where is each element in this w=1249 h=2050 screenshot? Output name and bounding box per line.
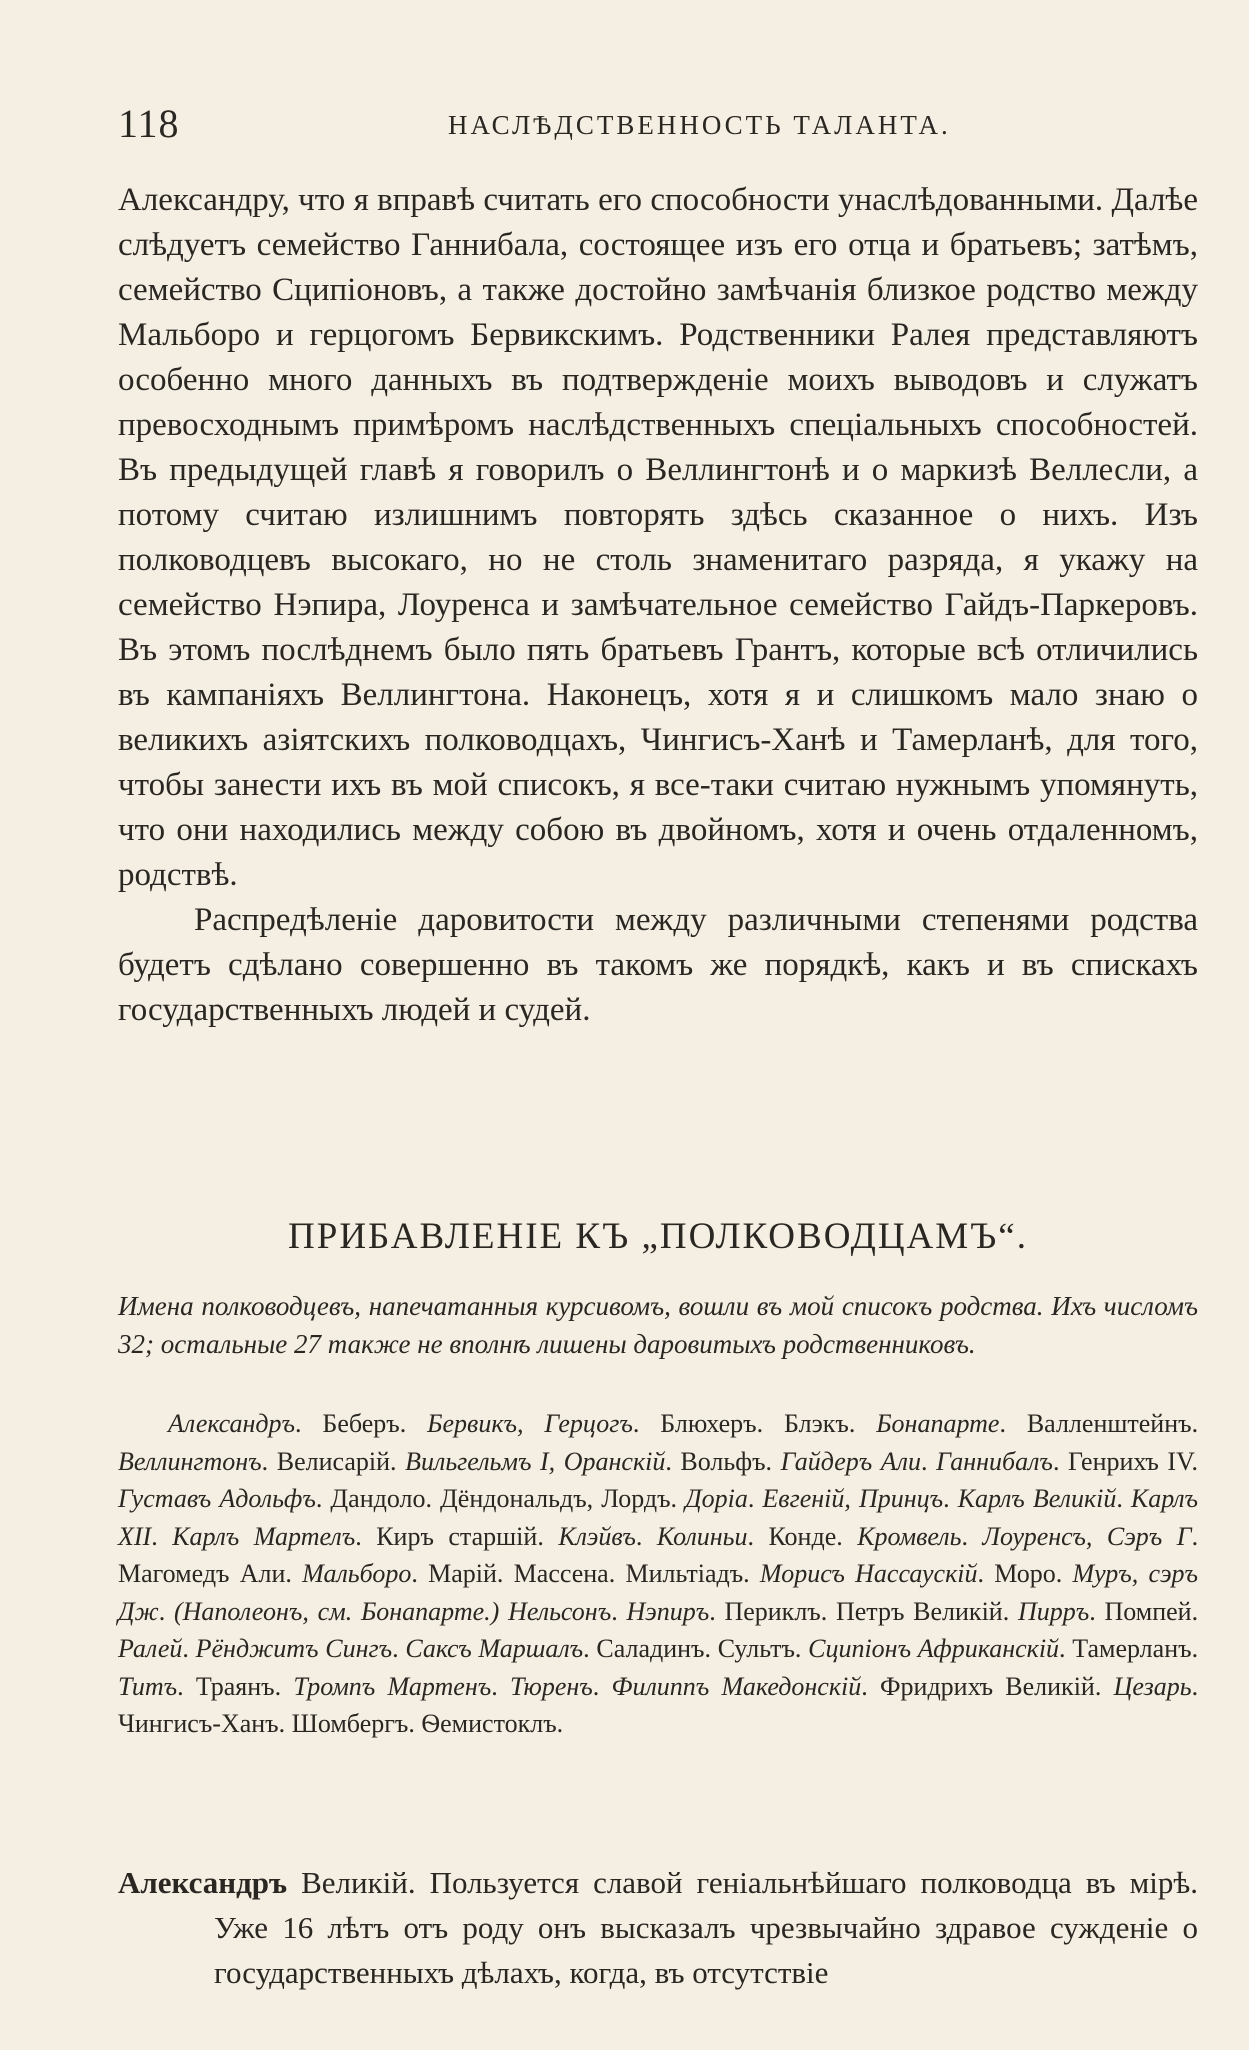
index-name: Цезарь [1113,1671,1192,1701]
index-name: Бонапарте [876,1409,1000,1438]
biography-entry [118,1860,1198,1995]
index-name: Вольфъ [680,1446,766,1476]
entry-text: Великій. Пользуется славой геніальнѣйшаго полководца въ мірѣ. Уже 16 лѣтъ отъ роду онъ высказалъ чрезвычайно здравое сужденіе о государственныхъ дѣлахъ, когда, въ отсутствіе [214,1865,1198,1990]
main-text [118,178,1198,1033]
appendix-title: ПРИБАВЛЕНІЕ КЪ „ПОЛКОВОДЦАМЪ“. [288,1216,1028,1257]
index-name: Саксъ Маршалъ [405,1634,584,1663]
index-name: (Наполеонъ, см. Бонапарте.) [173,1596,500,1626]
page-number: 118 [118,101,180,146]
index-name: Магомедъ Али [118,1559,286,1588]
commanders-index: Александръ. Беберъ. Бервикъ, Герцогъ. Блюхеръ. Блэкъ. Бонапарте. Валленштейнъ. Веллингтонъ. Велисарій. Вильгельмъ I, Оранскій. Вольфъ. Гайдеръ Али. Ганнибалъ. Генрихъ IV. Густавъ Адольфъ. Дандоло. Дёндональдъ, Лордъ. Доріа. Евгеній, Принцъ. Карлъ Великій. Карлъ XII. Карлъ Мартелъ. Киръ старшій. Клэйвъ. Колиньи. Конде. Кромвель. Лоуренсъ, Сэръ Г. Магомедъ Али. Мальборо. Марій. Массена. Мильтіадъ. Морисъ Нассаускій. Моро. Муръ, сэръ Дж. (Наполеонъ, см. Бонапарте.) Нельсонъ. Нэпиръ. Периклъ. Петръ Великій. Пирръ. Помпей. Ралей. Рёнджитъ Сингъ. Саксъ Маршалъ. Саладинъ. Сультъ. Сципіонъ Африканскій. Тамерланъ. Титъ. Траянъ. Тромпъ Мартенъ. Тюренъ. Филиппъ Македонскій. Фридрихъ Великій. Цезарь. Чингисъ-Ханъ. Шомбергъ. Ѳемистоклъ. [118,1409,1199,1738]
index-name: Мильтіадъ [625,1559,744,1588]
index-name: Моро [994,1559,1056,1588]
index-name: Ѳемистоклъ [421,1709,557,1738]
index-name: Фридрихъ Великій [879,1671,1095,1701]
index-name: Карлъ XII [118,1484,1199,1551]
index-name: Тюренъ [509,1671,593,1701]
index-name: Валленштейнъ [1026,1409,1192,1438]
index-name: Конде [768,1521,837,1551]
index-name: Пирръ [1017,1596,1090,1626]
index-name: Клэйвъ [558,1521,636,1551]
index-name: Нэпиръ [626,1596,710,1626]
index-name: Мальборо [302,1559,412,1588]
index-name: Нельсонъ [508,1596,612,1626]
index-name: Массена [513,1559,609,1588]
index-name: Доріа [685,1484,748,1513]
index-name: Тромпъ Мартенъ [293,1671,492,1701]
index-name: Киръ старшій [376,1521,538,1551]
index-name: Саладинъ [596,1634,705,1663]
index-name: Дандоло [330,1484,426,1513]
index-name: Блэкъ [784,1409,849,1438]
index-name: Морисъ Нассаускій [759,1559,978,1588]
index-name: Муръ, сэръ Дж [118,1559,1199,1626]
index-name: Траянъ [195,1671,275,1701]
paragraph: Александру, что я вправѣ считать его способности унаслѣдованными. Далѣе слѣдуетъ семейство Ганнибала, состоящее изъ его отца и братьевъ; затѣмъ, семейство Сципіоновъ, а также достойно замѣчанія близкое родство между Мальборо и герцогомъ Бервикскимъ. Родственники Ралея представляютъ особенно много данныхъ въ подтвержденіе моихъ выводовъ и служатъ превосходнымъ примѣромъ наслѣдственныхъ спеціальныхъ способностей. Въ предыдущей главѣ я говорилъ о Веллингтонѣ и о маркизѣ Веллесли, а потому считаю излишнимъ повторять здѣсь сказанное о нихъ. Изъ полководцевъ высокаго, но не столь знаменитаго разряда, я укажу на семейство Нэпира, Лоуренса и замѣчательное семейство Гайдъ-Паркеровъ. Въ этомъ послѣднемъ было пять братьевъ Грантъ, которые всѣ отличились въ кампаніяхъ Веллингтона. Наконецъ, хотя я и слишкомъ мало знаю о великихъ азіятскихъ полководцахъ, Чингисъ-Ханѣ и Тамерланѣ, для того, чтобы занести ихъ въ мой списокъ, я все-таки считаю нужнымъ упомянуть, что они находились между собою въ двойномъ, хотя и очень отдаленномъ, родствѣ. [118,182,1198,893]
index-name: Густавъ Адольфъ [118,1484,316,1513]
index-name: Лоуренсъ, Сэръ Г [982,1521,1192,1551]
index-name: Колиньи [656,1521,748,1551]
index-name: Рёнджитъ Сингъ [195,1634,393,1663]
index-name: Сультъ [717,1634,795,1663]
index-name: Чингисъ-Ханъ [118,1709,279,1738]
index-name: Марій [428,1559,497,1588]
index-name: Карлъ Великій [957,1484,1117,1513]
index-name: Тамерланъ [1072,1634,1192,1663]
index-name: Веллингтонъ [118,1446,262,1476]
index-name: Периклъ [724,1596,821,1626]
index-name: Ганнибалъ [936,1446,1053,1476]
index-name: Вильгельмъ I, Оранскій [405,1446,666,1476]
index-name: Бервикъ, Герцогъ [427,1409,633,1438]
index-name: Кромвель [857,1521,962,1551]
paragraph: Распредѣленіе даровитости между различными степенями родства будетъ сдѣлано совершенно въ такомъ же порядкѣ, какъ и въ спискахъ государственныхъ людей и судей. [118,902,1198,1028]
index-name: Генрихъ IV [1068,1446,1192,1476]
index-name: Александръ [168,1409,295,1438]
index-name: Беберъ [322,1409,400,1438]
entry-name: Александръ [118,1865,288,1900]
index-name: Гайдеръ Али [780,1446,922,1476]
index-name: Карлъ Мартелъ [172,1521,356,1551]
index-name: Блюхеръ [660,1409,757,1438]
appendix-intro: Имена полководцевъ, напечатанныя курсивомъ, вошли въ мой списокъ родства. Ихъ числомъ 32; остальные 27 также не вполнѣ лишены даровитыхъ родственниковъ. [118,1291,1198,1359]
index-name: Сципіонъ Африканскій [808,1634,1060,1663]
index-name: Шомбергъ [291,1709,409,1738]
index-name: Филиппъ Македонскій [611,1671,862,1701]
page-header [118,100,1200,150]
running-title: НАСЛѢДСТВЕННОСТЬ ТАЛАНТА. [448,110,951,140]
index-name: Дёндональдъ, Лордъ [440,1484,671,1513]
index-name: Ралей [118,1634,183,1663]
index-name: Помпей [1104,1596,1192,1626]
index-name: Петръ Великій [835,1596,1003,1626]
index-name: Велисарій [276,1446,391,1476]
index-name: Евгеній, Принцъ [762,1484,944,1513]
index-name: Титъ [118,1671,178,1701]
